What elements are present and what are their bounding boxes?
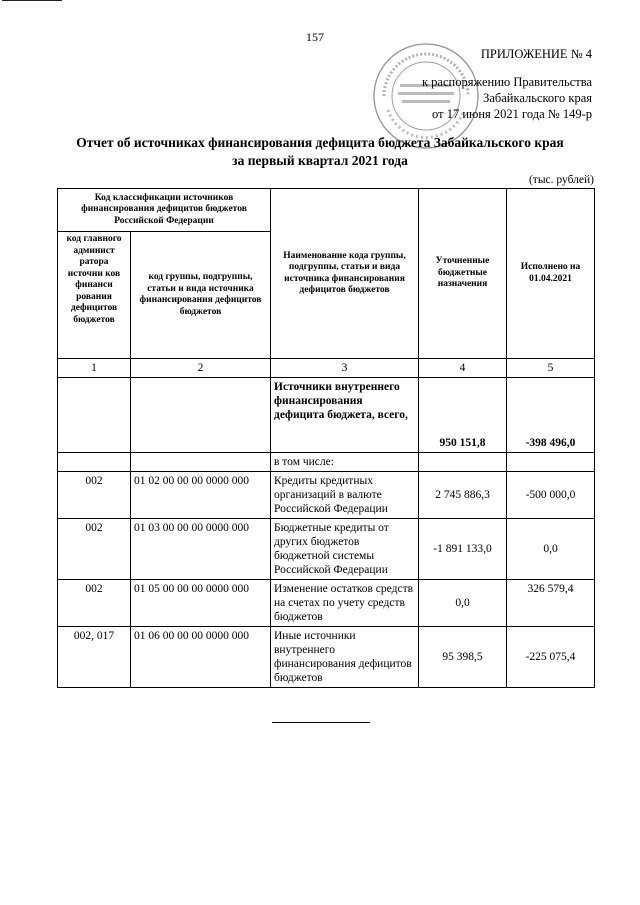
row-code: 01 05 00 00 00 0000 000 (131, 580, 271, 627)
appendix-line-1: к распоряжению Правительства (421, 75, 592, 89)
row-executed: -500 000,0 (507, 472, 595, 519)
report-title (50, 134, 590, 170)
page-number: 157 (306, 30, 324, 44)
row-planned: 0,0 (419, 580, 507, 627)
report-title-line-2: за первый квартал 2021 года (232, 153, 408, 168)
header-classification-group: Код классификации источников финансирования дефицитов бюджетов Российской Федерации (58, 189, 271, 232)
column-number: 2 (131, 359, 271, 378)
row-name: Бюджетные кредиты от других бюджетов бюджетной системы Российской Федерации (271, 519, 419, 580)
including-row (58, 453, 595, 472)
including-code-cell (131, 453, 271, 472)
appendix-title: ПРИЛОЖЕНИЕ № 4 (480, 47, 592, 61)
appendix-line-3: от 17 июня 2021 года № 149-р (432, 107, 592, 121)
row-executed: 326 579,4 (507, 580, 595, 627)
row-code: 01 06 00 00 00 0000 000 (131, 627, 271, 688)
header-admin-code: код главного админист ратора источни ков финанси рования дефицитов бюджетов (58, 232, 131, 359)
table-row (58, 519, 595, 580)
table-row (58, 580, 595, 627)
total-planned: 950 151,8 (419, 378, 507, 453)
including-executed-cell (507, 453, 595, 472)
row-admin: 002 (58, 519, 131, 580)
header-name: Наименование кода группы, подгруппы, статьи и вида источника финансирования дефицитов бюджетов (271, 189, 419, 359)
row-executed: -225 075,4 (507, 627, 595, 688)
column-number: 3 (271, 359, 419, 378)
header-row-1 (58, 189, 595, 232)
end-separator-line (272, 722, 370, 723)
total-executed: -398 496,0 (507, 378, 595, 453)
row-admin: 002 (58, 472, 131, 519)
row-code: 01 02 00 00 00 0000 000 (131, 472, 271, 519)
column-number: 4 (419, 359, 507, 378)
row-name: Иные источники внутреннего финансирования дефицитов бюджетов (271, 627, 419, 688)
header-planned: Уточненные бюджетные назначения (419, 189, 507, 359)
appendix-block (422, 46, 592, 122)
header-group-code: код группы, подгруппы, статьи и вида источника финансирования дефицитов бюджетов (131, 232, 271, 359)
total-admin-cell (58, 378, 131, 453)
row-name: Изменение остатков средств на счетах по учету средств бюджетов (271, 580, 419, 627)
row-planned: 95 398,5 (419, 627, 507, 688)
total-code-cell (131, 378, 271, 453)
row-code: 01 03 00 00 00 0000 000 (131, 519, 271, 580)
including-planned-cell (419, 453, 507, 472)
table-row (58, 627, 595, 688)
including-label: в том числе: (271, 453, 419, 472)
total-name: Источники внутреннего финансирования дефицита бюджета, всего, (271, 378, 419, 453)
column-numbers-row (58, 359, 595, 378)
total-row (58, 378, 595, 453)
row-name: Кредиты кредитных организаций в валюте Российской Федерации (271, 472, 419, 519)
row-admin: 002, 017 (58, 627, 131, 688)
row-admin: 002 (58, 580, 131, 627)
table-row (58, 472, 595, 519)
financing-sources-table (57, 188, 595, 688)
top-edge-line (2, 0, 62, 1)
row-planned: -1 891 133,0 (419, 519, 507, 580)
column-number: 5 (507, 359, 595, 378)
row-planned: 2 745 886,3 (419, 472, 507, 519)
appendix-line-2: Забайкальского края (483, 91, 592, 105)
units-label: (тыс. рублей) (528, 174, 594, 186)
header-executed: Исполнено на 01.04.2021 (507, 189, 595, 359)
column-number: 1 (58, 359, 131, 378)
report-title-line-1: Отчет об источниках финансирования дефицита бюджета Забайкальского края (76, 135, 564, 150)
including-admin-cell (58, 453, 131, 472)
row-executed: 0,0 (507, 519, 595, 580)
